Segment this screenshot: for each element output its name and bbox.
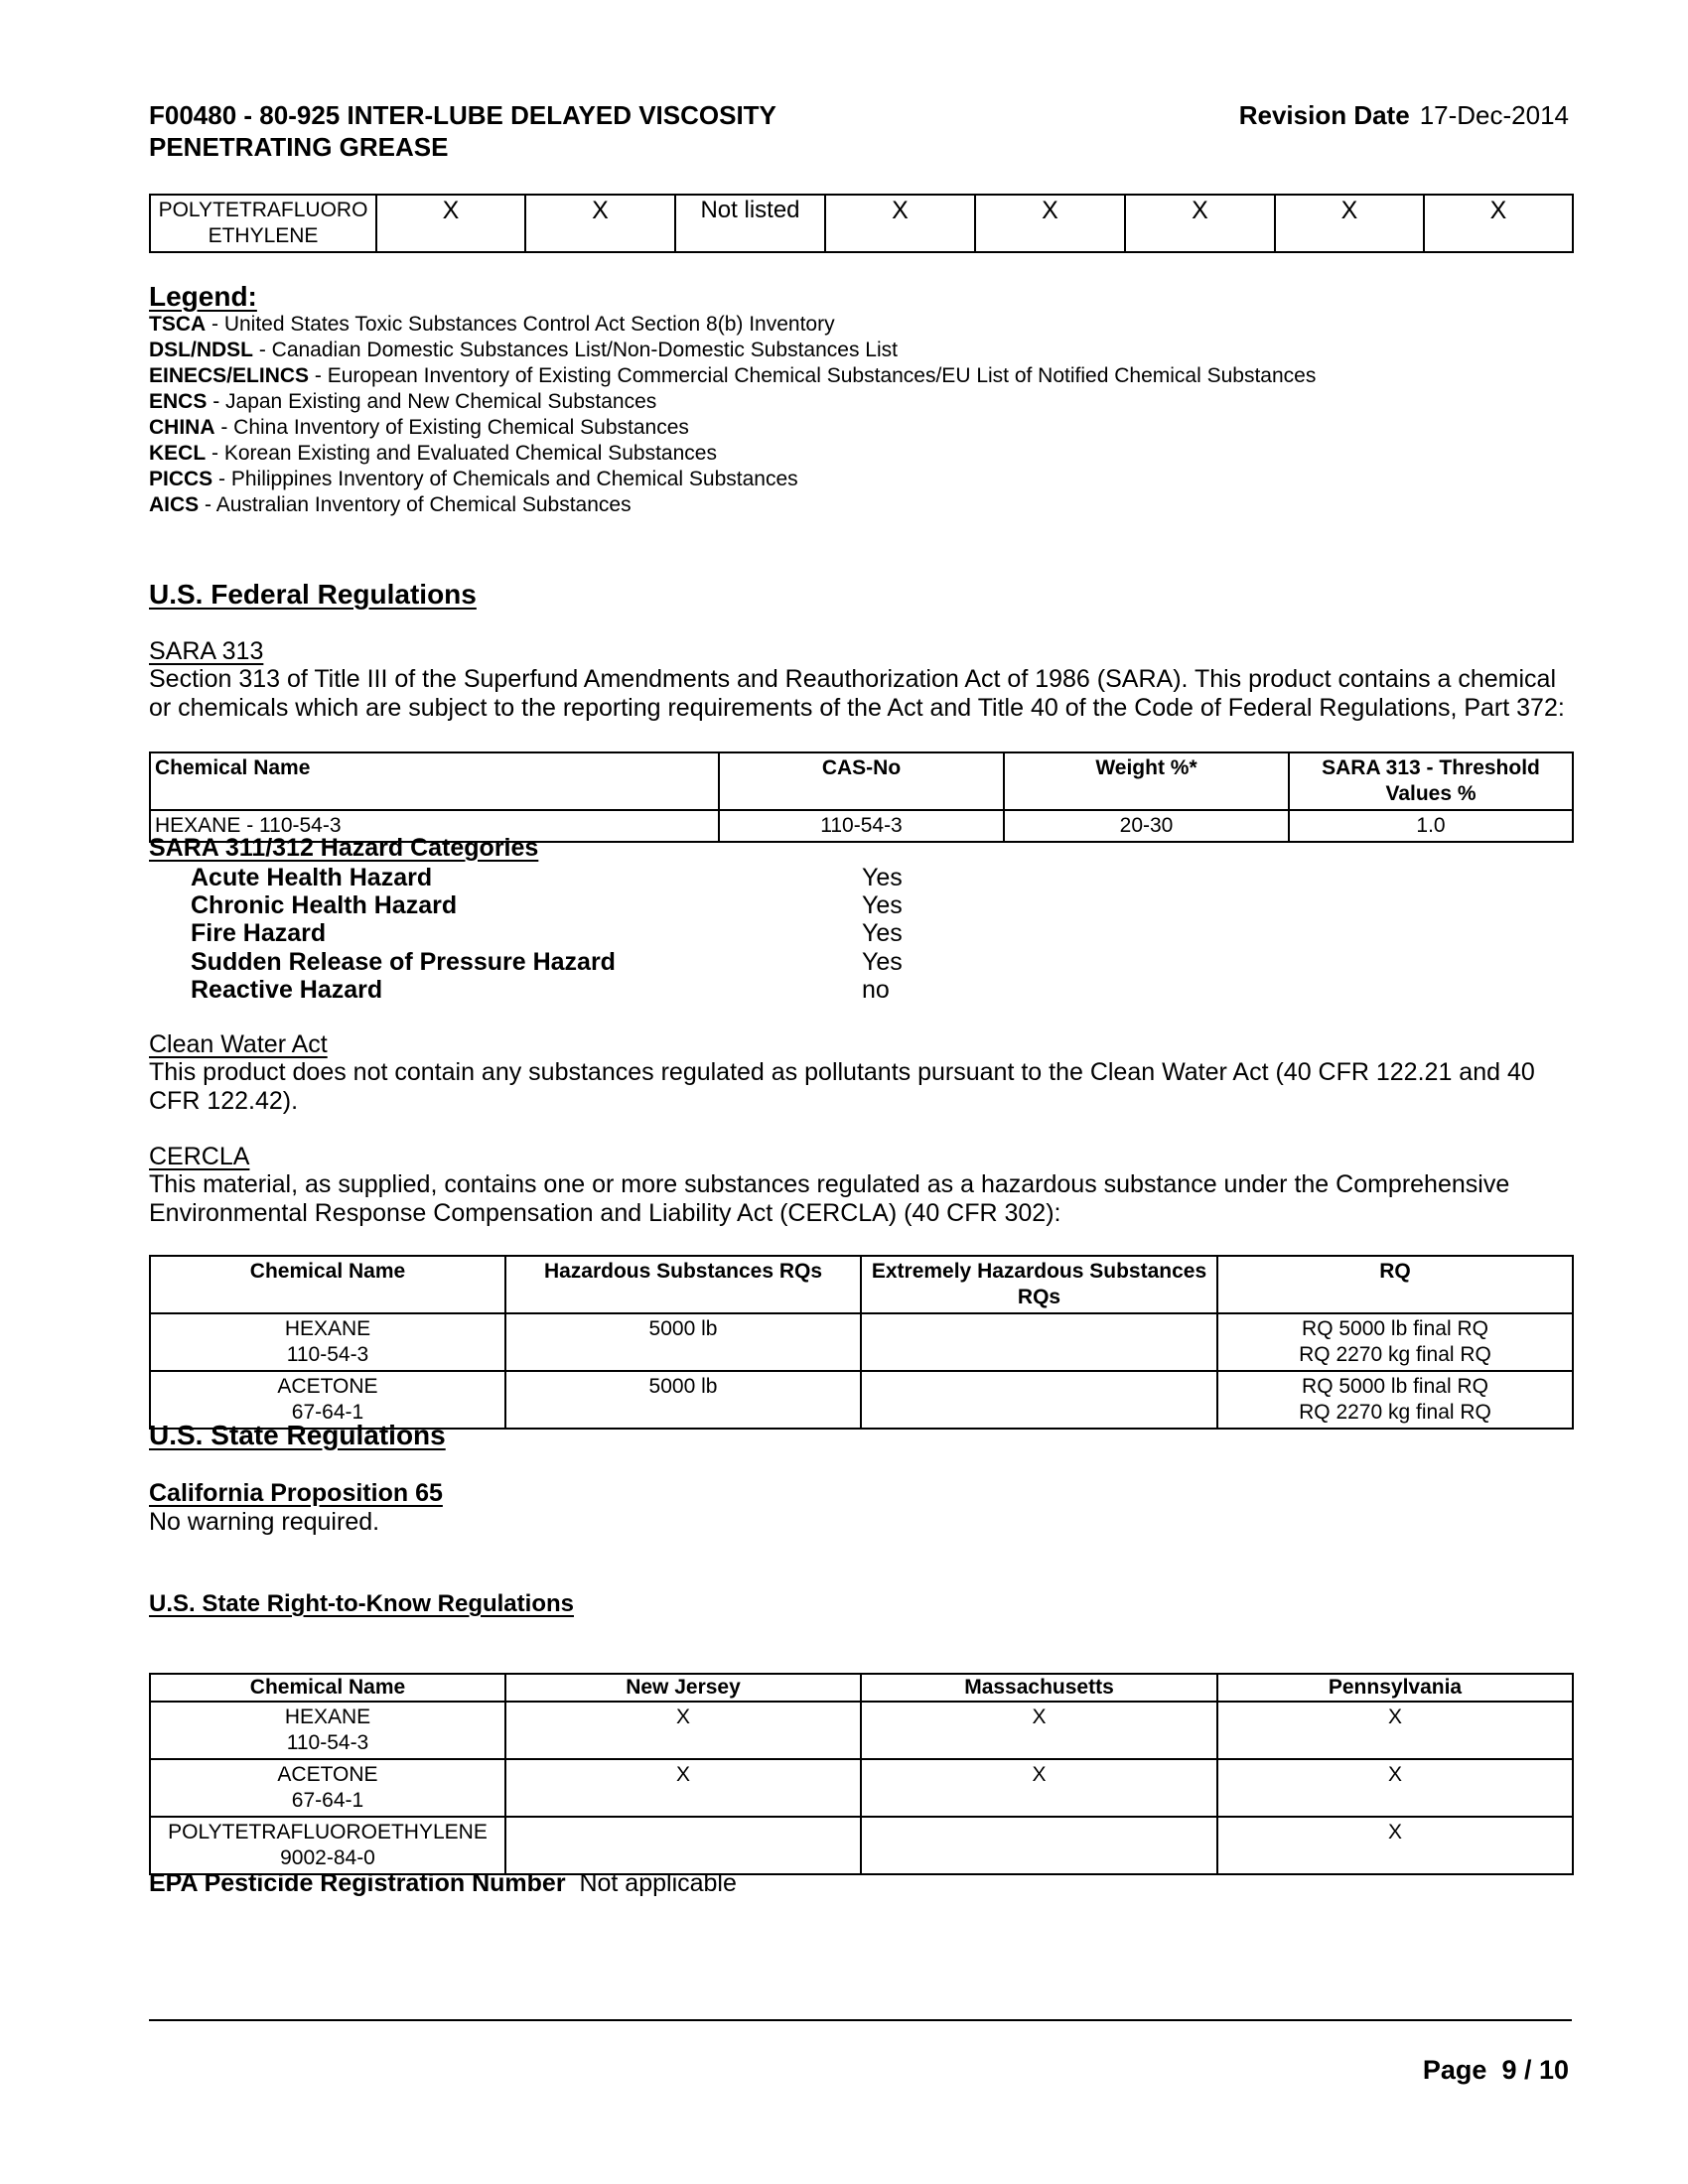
revision-label: Revision Date	[1238, 100, 1410, 130]
page-number	[1423, 2055, 1569, 2086]
column-header: Chemical Name	[150, 1256, 505, 1313]
column-header: RQ	[1217, 1256, 1573, 1313]
column-header: New Jersey	[505, 1674, 861, 1702]
hazard-value: no	[862, 976, 890, 1004]
legend-item: AICS - Australian Inventory of Chemical Substances	[149, 493, 632, 516]
table-header-row	[150, 1256, 1573, 1313]
hazard-label: Fire Hazard	[191, 919, 327, 947]
title-line-1: F00480 - 80-925 INTER-LUBE DELAYED VISCOSITY	[149, 100, 776, 130]
table-cell: X	[505, 1759, 861, 1817]
epa-registration	[149, 1869, 737, 1898]
revision-date	[1239, 99, 1569, 131]
chemical-name-cell: POLYTETRAFLUORO ETHYLENE	[150, 195, 376, 252]
table-cell: 5000 lb	[505, 1371, 861, 1429]
page-value: 9 / 10	[1501, 2055, 1569, 2085]
inventory-cell: X	[825, 195, 975, 252]
table-cell	[861, 1817, 1217, 1874]
table-cell: 1.0	[1289, 810, 1573, 842]
legend-item: EINECS/ELINCS - European Inventory of Existing Commercial Chemical Substances/EU List of Notified Chemical Substances	[149, 364, 1317, 387]
column-header: Weight %*	[1004, 752, 1289, 810]
table-cell: HEXANE 110-54-3	[150, 1702, 505, 1759]
table-cell: X	[861, 1702, 1217, 1759]
column-header: Chemical Name	[150, 752, 719, 810]
document-title	[149, 99, 1043, 163]
legend-item: KECL - Korean Existing and Evaluated Chemical Substances	[149, 442, 717, 465]
table-cell: X	[1217, 1759, 1573, 1817]
cercla-table	[149, 1255, 1574, 1430]
hazard-value: Yes	[862, 919, 903, 947]
sara313-text: Section 313 of Title III of the Superfund Amendments and Reauthorization Act of 1986 (SARA). This product contains a chemical or chemicals which are subject to the reporting requirements of the Act and Title 40 of the Code of Federal Regulations, Part 372:	[149, 665, 1565, 722]
page-label: Page	[1422, 2055, 1487, 2085]
legend-item: CHINA - China Inventory of Existing Chemical Substances	[149, 416, 689, 439]
hazard-value: Yes	[862, 864, 903, 891]
table-cell: ACETONE 67-64-1	[150, 1371, 505, 1429]
table-cell: X	[505, 1702, 861, 1759]
table-row	[150, 1759, 1573, 1817]
inventory-cell: X	[975, 195, 1125, 252]
epa-registration-value: Not applicable	[579, 1869, 737, 1897]
table-cell: POLYTETRAFLUOROETHYLENE 9002-84-0	[150, 1817, 505, 1874]
column-header: Pennsylvania	[1217, 1674, 1573, 1702]
legend-title: Legend:	[149, 281, 257, 312]
prop65-text: No warning required.	[149, 1508, 380, 1536]
inventory-cell: Not listed	[675, 195, 825, 252]
table-cell	[861, 1371, 1217, 1429]
table-cell: HEXANE 110-54-3	[150, 1313, 505, 1371]
hazard-label: Chronic Health Hazard	[191, 891, 458, 919]
revision-date-value: 17-Dec-2014	[1419, 100, 1569, 130]
table-cell: RQ 5000 lb final RQ RQ 2270 kg final RQ	[1217, 1371, 1573, 1429]
hazard-label: Acute Health Hazard	[191, 864, 433, 891]
column-header: Massachusetts	[861, 1674, 1217, 1702]
column-header: Chemical Name	[150, 1674, 505, 1702]
inventory-cell: X	[1424, 195, 1573, 252]
table-cell: 5000 lb	[505, 1313, 861, 1371]
epa-registration-label: EPA Pesticide Registration Number	[149, 1869, 566, 1897]
inventory-table	[149, 194, 1574, 253]
table-cell: 20-30	[1004, 810, 1289, 842]
table-cell: HEXANE - 110-54-3	[150, 810, 719, 842]
table-cell	[861, 1313, 1217, 1371]
hazard-label: Reactive Hazard	[191, 976, 383, 1004]
footer-divider	[149, 2019, 1572, 2021]
table-cell: X	[1217, 1817, 1573, 1874]
right-to-know-table	[149, 1673, 1574, 1875]
table-cell: X	[1217, 1702, 1573, 1759]
legend-list	[149, 312, 1316, 518]
clean-water-act-heading: Clean Water Act	[149, 1030, 328, 1058]
cercla-text: This material, as supplied, contains one or more substances regulated as a hazardous substance under the Comprehensive Environmental Response Compensation and Liability Act (CERCLA) (40 CFR 302):	[149, 1170, 1510, 1227]
hazard-value: Yes	[862, 891, 903, 919]
inventory-cell: X	[1275, 195, 1424, 252]
table-cell: ACETONE 67-64-1	[150, 1759, 505, 1817]
sara311-heading: SARA 311/312 Hazard Categories	[149, 834, 539, 862]
legend-item: ENCS - Japan Existing and New Chemical Substances	[149, 390, 657, 413]
table-row	[150, 1313, 1573, 1371]
title-line-2: PENETRATING GREASE	[149, 132, 449, 162]
prop65-heading: California Proposition 65	[149, 1479, 443, 1507]
column-header: Hazardous Substances RQs	[505, 1256, 861, 1313]
inventory-cell: X	[376, 195, 525, 252]
table-cell: 110-54-3	[719, 810, 1004, 842]
table-row	[150, 1702, 1573, 1759]
federal-regulations-heading: U.S. Federal Regulations	[149, 579, 477, 610]
hazard-value: Yes	[862, 948, 903, 976]
cercla-heading: CERCLA	[149, 1143, 250, 1170]
table-cell	[505, 1817, 861, 1874]
sara313-table	[149, 751, 1574, 843]
hazard-label: Sudden Release of Pressure Hazard	[191, 948, 616, 976]
right-to-know-heading: U.S. State Right-to-Know Regulations	[149, 1590, 574, 1617]
column-header: SARA 313 - Threshold Values %	[1289, 752, 1573, 810]
inventory-cell: X	[1125, 195, 1275, 252]
legend-item: DSL/NDSL - Canadian Domestic Substances List/Non-Domestic Substances List	[149, 339, 898, 361]
table-header-row	[150, 1674, 1573, 1702]
table-header-row	[150, 752, 1573, 810]
state-regulations-heading: U.S. State Regulations	[149, 1420, 446, 1450]
table-cell: X	[861, 1759, 1217, 1817]
sara313-heading: SARA 313	[149, 637, 264, 665]
clean-water-act-text: This product does not contain any substances regulated as pollutants pursuant to the Clean Water Act (40 CFR 122.21 and 40 CFR 122.42).	[149, 1058, 1535, 1115]
table-row	[150, 195, 1573, 252]
table-cell: RQ 5000 lb final RQ RQ 2270 kg final RQ	[1217, 1313, 1573, 1371]
column-header: Extremely Hazardous Substances RQs	[861, 1256, 1217, 1313]
table-row	[150, 1817, 1573, 1874]
legend-item: TSCA - United States Toxic Substances Control Act Section 8(b) Inventory	[149, 313, 835, 336]
column-header: CAS-No	[719, 752, 1004, 810]
legend-item: PICCS - Philippines Inventory of Chemicals and Chemical Substances	[149, 468, 798, 490]
inventory-cell: X	[525, 195, 675, 252]
